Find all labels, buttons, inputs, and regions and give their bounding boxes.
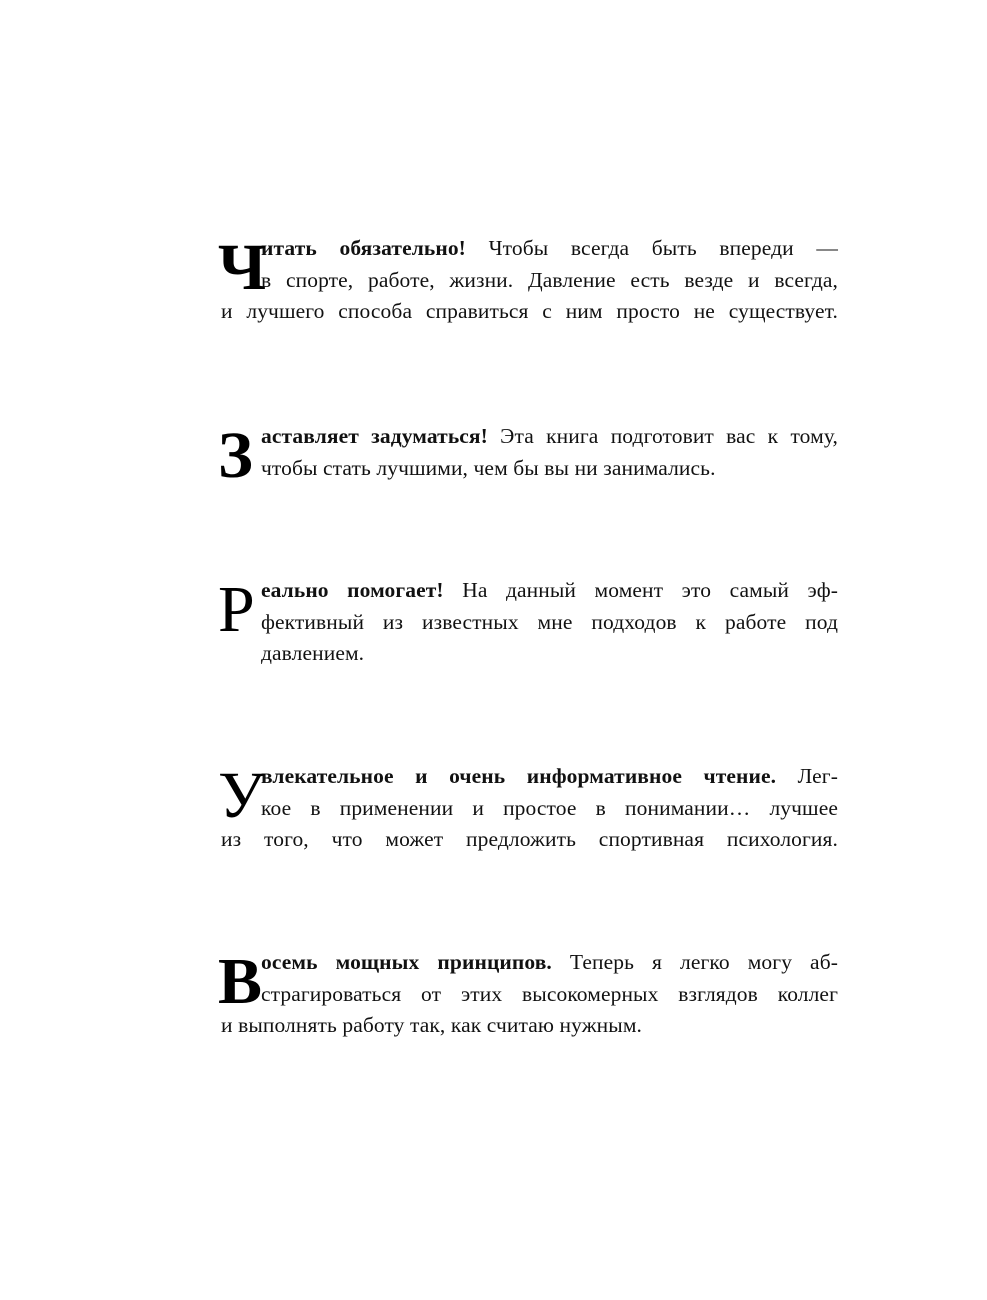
review-4 (218, 759, 838, 856)
review-text: давлением. (261, 641, 365, 665)
review-text: и выполнять работу так, как считаю нужным. (221, 1013, 642, 1037)
review-bold-lead: влекательное и очень информативное чтение. (261, 764, 777, 788)
review-text: Лег- (776, 764, 838, 788)
review-bold-lead: итать обязательно! (261, 236, 466, 260)
drop-cap: Р (218, 573, 255, 646)
review-5 (218, 945, 838, 1042)
review-bold-lead: еально помогает! (261, 578, 444, 602)
review-text: в спорте, работе, жизни. Давление есть везде и всегда, (261, 267, 838, 292)
review-line (221, 575, 838, 607)
drop-cap: З (218, 419, 253, 492)
drop-cap: В (218, 945, 263, 1018)
review-line (221, 233, 838, 265)
review-text: Теперь я легко могу аб- (551, 950, 838, 974)
review-bold-lead: аставляет задуматься! (261, 424, 488, 448)
review-text: Чтобы всегда быть впереди — (465, 236, 838, 260)
review-bold-lead: осемь мощных принципов. (261, 950, 552, 974)
review-text: из того, что может предложить спортивная психология. (221, 827, 838, 851)
drop-cap: Ч (218, 231, 267, 304)
review-text: страгироваться от этих высокомерных взглядов коллег (261, 981, 838, 1006)
review-2 (218, 419, 839, 492)
review-text: фективный из известных мне подходов к работе под (261, 609, 838, 634)
review-text: На данный момент это самый эф- (443, 578, 838, 602)
review-line (221, 761, 838, 793)
review-text: и лучшего способа справиться с ним просто не существует. (221, 299, 838, 323)
review-line (221, 947, 838, 979)
review-text: кое в применении и простое в понимании… лучшее (261, 795, 838, 820)
review-text: Эта книга подготовит вас к тому, (487, 424, 839, 448)
review-text: чтобы стать лучшими, чем бы вы ни занимались. (261, 455, 716, 480)
review-line (221, 421, 838, 453)
review-3 (218, 573, 838, 670)
review-1 (218, 231, 838, 328)
drop-cap: У (218, 759, 265, 832)
